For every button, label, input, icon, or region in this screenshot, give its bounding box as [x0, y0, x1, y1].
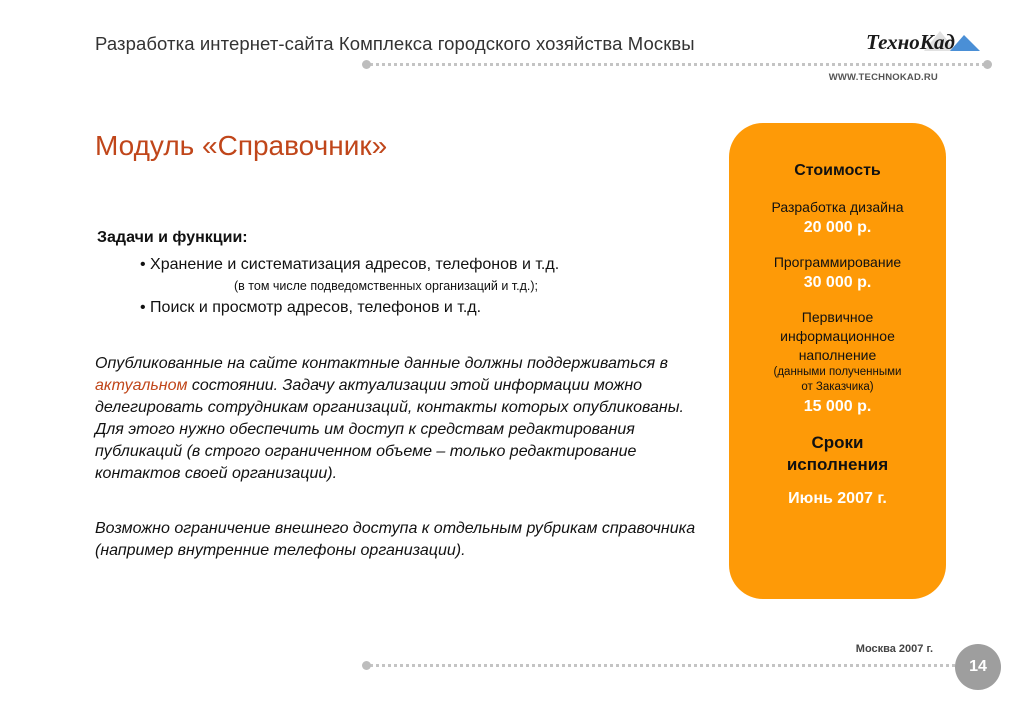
content-note-line2: от Заказчика)	[801, 381, 874, 393]
content-label-line2: информационное	[780, 328, 895, 344]
header-divider-end	[983, 60, 992, 69]
bullet-search: • Поиск и просмотр адресов, телефонов и т.д.	[140, 299, 482, 316]
page-number-badge: 14	[955, 644, 1001, 690]
deadline-heading-line2: исполнения	[786, 455, 889, 474]
site-url: WWW.TECHNOKAD.RU	[828, 72, 938, 83]
bullet-note: (в том числе подведомственных организаций и т.д.);	[234, 279, 539, 293]
logo-text: ТехноКад	[866, 30, 955, 54]
pricing-heading: Стоимость	[794, 162, 881, 179]
bullet-storage: • Хранение и систематизация адресов, телефонов и т.д.	[140, 256, 560, 273]
paragraph-text-end: состоянии. Задачу актуализации этой информации можно делегировать сотрудникам организаций, контакты которых опубликованы. Для этого нужно обеспечить им доступ к средствам редактирования публикаций (в строго ограниченном объеме – только редактирование контактов своей организации).	[95, 377, 684, 482]
content-label-line1: Первичное	[801, 309, 874, 325]
paragraph-restriction: Возможно ограничение внешнего доступа к отдельным рубрикам справочника (например внутренние телефоны организации).	[95, 520, 696, 559]
header-divider	[370, 63, 985, 66]
design-label: Разработка дизайна	[771, 199, 904, 215]
pricing-panel	[729, 123, 946, 599]
programming-label: Программирование	[773, 254, 902, 270]
footer-divider	[370, 664, 955, 667]
paragraph-actuality	[95, 353, 705, 485]
paragraph-text-start: Опубликованные на сайте контактные данные должны поддерживаться в	[95, 355, 668, 372]
technokad-logo	[864, 27, 984, 57]
deadline-value: Июнь 2007 г.	[788, 490, 887, 507]
programming-price: 30 000 р.	[803, 274, 872, 291]
presentation-title: Разработка интернет-сайта Комплекса городского хозяйства Москвы	[95, 33, 695, 54]
slide-title: Модуль «Справочник»	[95, 130, 388, 161]
footer-divider-start	[362, 661, 371, 670]
design-price: 20 000 р.	[803, 219, 872, 236]
deadline-heading-line1: Сроки	[811, 433, 864, 452]
header-divider-start	[362, 60, 371, 69]
content-price: 15 000 р.	[803, 398, 872, 415]
highlight-word: актуальном	[95, 377, 188, 394]
tasks-heading: Задачи и функции:	[97, 229, 248, 246]
content-note-line1: (данными полученными	[773, 366, 902, 378]
logo-icon	[864, 27, 984, 57]
footer-city-year: Москва 2007 г.	[855, 643, 933, 655]
content-label-line3: наполнение	[798, 347, 877, 363]
